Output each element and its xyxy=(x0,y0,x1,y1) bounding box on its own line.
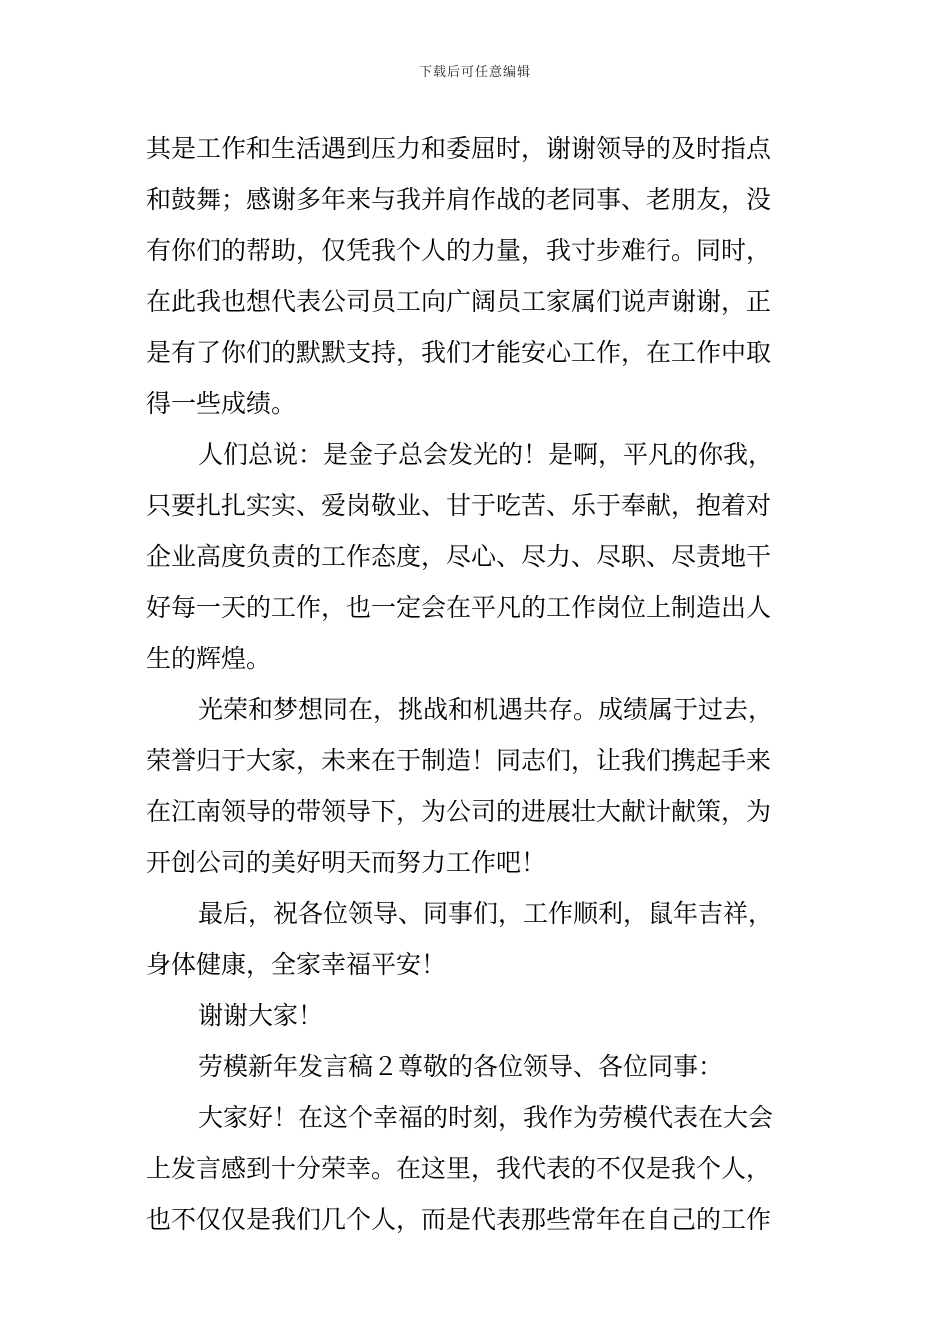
text-line: 开创公司的美好明天而努力工作吧！ xyxy=(146,848,547,877)
paragraph-start-line: 人们总说：是金子总会发光的！是啊，平凡的你我， xyxy=(198,440,774,469)
text-line: 荣誉归于大家，未来在于制造！同志们，让我们携起手来 xyxy=(146,746,772,775)
text-line: 身体健康，全家幸福平安！ xyxy=(146,950,447,979)
text-line: 好每一天的工作，也一定会在平凡的工作岗位上制造出人 xyxy=(146,593,772,622)
text-line: 在江南领导的带领导下，为公司的进展壮大献计献策，为 xyxy=(146,797,772,826)
paragraph-start-line: 大家好！在这个幸福的时刻，我作为劳模代表在大会 xyxy=(198,1103,774,1132)
text-line: 和鼓舞；感谢多年来与我并肩作战的老同事、老朋友，没 xyxy=(146,185,772,214)
paragraph-start-line: 光荣和梦想同在，挑战和机遇共存。成绩属于过去， xyxy=(198,695,774,724)
text-line: 也不仅仅是我们几个人，而是代表那些常年在自己的工作 xyxy=(146,1205,772,1234)
text-line: 有你们的帮助，仅凭我个人的力量，我寸步难行。同时， xyxy=(146,236,772,265)
text-line: 在此我也想代表公司员工向广阔员工家属们说声谢谢，正 xyxy=(146,287,772,316)
text-line: 得一些成绩。 xyxy=(146,389,297,418)
text-line: 只要扎扎实实、爱岗敬业、甘于吃苦、乐于奉献，抱着对 xyxy=(146,491,772,520)
text-line: 生的辉煌。 xyxy=(146,644,272,673)
text-line: 其是工作和生活遇到压力和委屈时，谢谢领导的及时指点 xyxy=(146,134,772,163)
paragraph-start-line: 谢谢大家！ xyxy=(198,1001,324,1030)
page-header: 下载后可任意编辑 xyxy=(418,65,531,80)
text-line: 企业高度负责的工作态度，尽心、尽力、尽职、尽责地干 xyxy=(146,542,772,571)
text-line: 是有了你们的默默支持，我们才能安心工作，在工作中取 xyxy=(146,338,772,367)
text-line: 上发言感到十分荣幸。在这里，我代表的不仅是我个人， xyxy=(146,1154,772,1183)
paragraph-start-line: 劳模新年发言稿２尊敬的各位领导、各位同事： xyxy=(198,1052,724,1081)
paragraph-start-line: 最后，祝各位领导、同事们，工作顺利，鼠年吉祥， xyxy=(198,899,774,928)
